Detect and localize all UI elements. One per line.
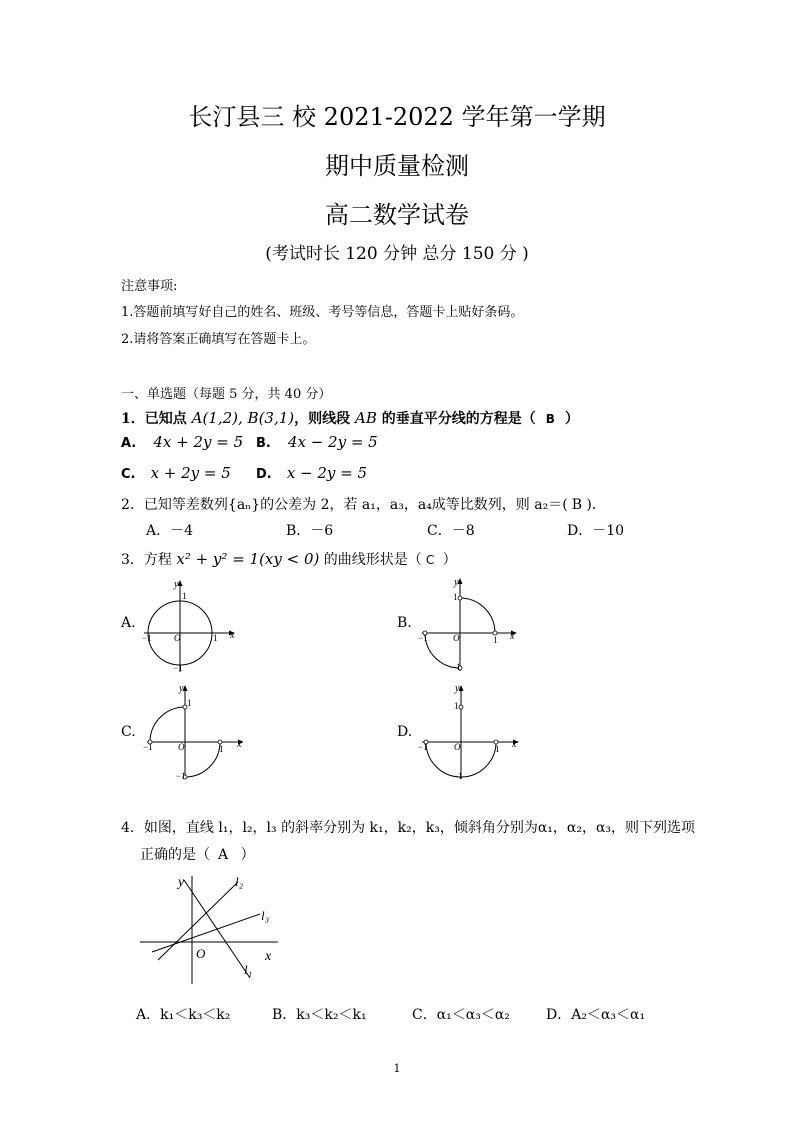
svg-text:x: x	[510, 631, 515, 642]
svg-text:l₂: l₂	[235, 874, 244, 889]
q3-graph-b	[418, 573, 518, 673]
svg-text:−1: −1	[142, 633, 152, 643]
q3-equation: x² + y² = 1(xy < 0)	[176, 550, 320, 568]
q1-text-c: 的垂直平分线的方程是（	[376, 411, 536, 427]
q4-option-a: A．k₁＜k₃＜k₂	[136, 1007, 231, 1023]
svg-text:y: y	[178, 875, 185, 890]
question-2	[121, 494, 606, 514]
svg-text:1: 1	[495, 744, 500, 754]
q3-graph-c	[143, 679, 243, 785]
svg-text:O: O	[454, 742, 461, 752]
q3-option-c-label: C.	[121, 724, 136, 740]
q1-close: ）	[564, 411, 579, 427]
q2-option-b: B．－6	[286, 523, 334, 539]
svg-text:y: y	[454, 577, 459, 588]
q3-option-a-label: A.	[121, 615, 136, 631]
question-4-line2: 正确的是（ A ）	[140, 847, 255, 863]
page-number: 1	[393, 1062, 401, 1075]
svg-text:x: x	[230, 630, 235, 641]
q2-option-a: A．－4	[146, 523, 194, 539]
notes-heading: 注意事项:	[121, 279, 178, 294]
svg-text:1: 1	[453, 592, 458, 602]
svg-text:1: 1	[213, 633, 218, 643]
svg-text:−1: −1	[451, 662, 461, 672]
svg-text:x: x	[265, 949, 272, 964]
exam-info: (考试时长 120 分钟 总分 150 分 )	[265, 244, 529, 264]
svg-text:l₃: l₃	[261, 908, 270, 923]
q2-text: 2．已知等差数列{aₙ}的公差为 2，若 a₁，a₃，a₄成等比数列，则 a₂＝(	[121, 497, 568, 513]
q1-option-d: D. x − 2y = 5	[256, 464, 368, 482]
q1-points: A(1,2), B(3,1)	[191, 409, 295, 427]
svg-text:l₁: l₁	[244, 962, 253, 977]
q3-graph-d	[418, 679, 522, 785]
q2-close: )．	[581, 497, 606, 513]
svg-text:O: O	[178, 742, 185, 752]
exam-title: 长汀县三 校 2021-2022 学年第一学期	[188, 103, 606, 131]
svg-text:1: 1	[219, 744, 224, 754]
svg-text:y: y	[179, 683, 184, 694]
svg-text:x: x	[512, 739, 517, 750]
q4-option-d: D．A₂＜α₃＜α₁	[546, 1007, 646, 1023]
svg-text:O: O	[174, 633, 181, 643]
svg-text:y: y	[174, 579, 179, 590]
q4-option-c: C．α₁＜α₃＜α₂	[412, 1007, 510, 1023]
notes-item-1: 1.答题前填写好自己的姓名、班级、考号等信息，答题卡上贴好条码。	[121, 305, 524, 320]
question-1	[121, 408, 579, 428]
q4-answer: A	[218, 847, 229, 863]
svg-text:O: O	[196, 946, 206, 961]
q3-option-b-label: B.	[397, 615, 412, 631]
svg-text:y: y	[455, 683, 460, 694]
section-heading: 一、单选题（每题 5 分，共 40 分）	[121, 387, 332, 402]
svg-text:x: x	[237, 739, 242, 750]
exam-paper-name: 高二数学试卷	[325, 201, 469, 229]
svg-text:1: 1	[454, 701, 459, 711]
q3-answer: C	[425, 553, 435, 567]
q2-answer: B	[571, 497, 582, 513]
q1-answer: B	[545, 412, 555, 426]
question-4-line1: 4．如图，直线 l₁，l₂，l₃ 的斜率分别为 k₁，k₂，k₃，倾斜角分别为α₁，α₂，α₃，则下列选项	[121, 820, 696, 836]
svg-text:1: 1	[493, 635, 498, 645]
svg-text:−1: −1	[173, 663, 183, 673]
notes-item-2: 2.请将答案正确填写在答题卡上。	[121, 332, 316, 347]
q2-option-c: C．－8	[427, 523, 475, 539]
q2-option-d: D．－10	[567, 523, 625, 539]
exam-subtitle: 期中质量检测	[325, 152, 469, 180]
svg-text:−1: −1	[418, 742, 428, 752]
svg-text:−1: −1	[453, 771, 463, 781]
q1-option-c: C. x + 2y = 5	[121, 464, 231, 482]
svg-text:1: 1	[182, 591, 187, 601]
q4-option-b: B．k₃＜k₂＜k₁	[272, 1007, 367, 1023]
q1-option-b: B. 4x − 2y = 5	[256, 433, 378, 451]
question-3: 3．方程 x² + y² = 1(xy < 0) 的曲线形状是（ C ）	[121, 550, 457, 568]
q3-option-d-label: D.	[397, 724, 413, 740]
q1-number: 1．	[121, 411, 145, 427]
q4-figure	[138, 868, 283, 988]
q1-ab: AB	[355, 409, 377, 427]
svg-text:−1: −1	[143, 742, 153, 752]
svg-text:1: 1	[187, 698, 192, 708]
svg-text:−1: −1	[176, 771, 186, 781]
q3-graph-a	[140, 575, 240, 675]
q1-option-a: A. 4x + 2y = 5	[121, 433, 244, 451]
svg-text:O: O	[453, 633, 460, 643]
q1-text-a: 已知点	[144, 411, 192, 427]
q1-text-b: ，则线段	[294, 411, 356, 427]
svg-text:−1: −1	[418, 633, 428, 643]
